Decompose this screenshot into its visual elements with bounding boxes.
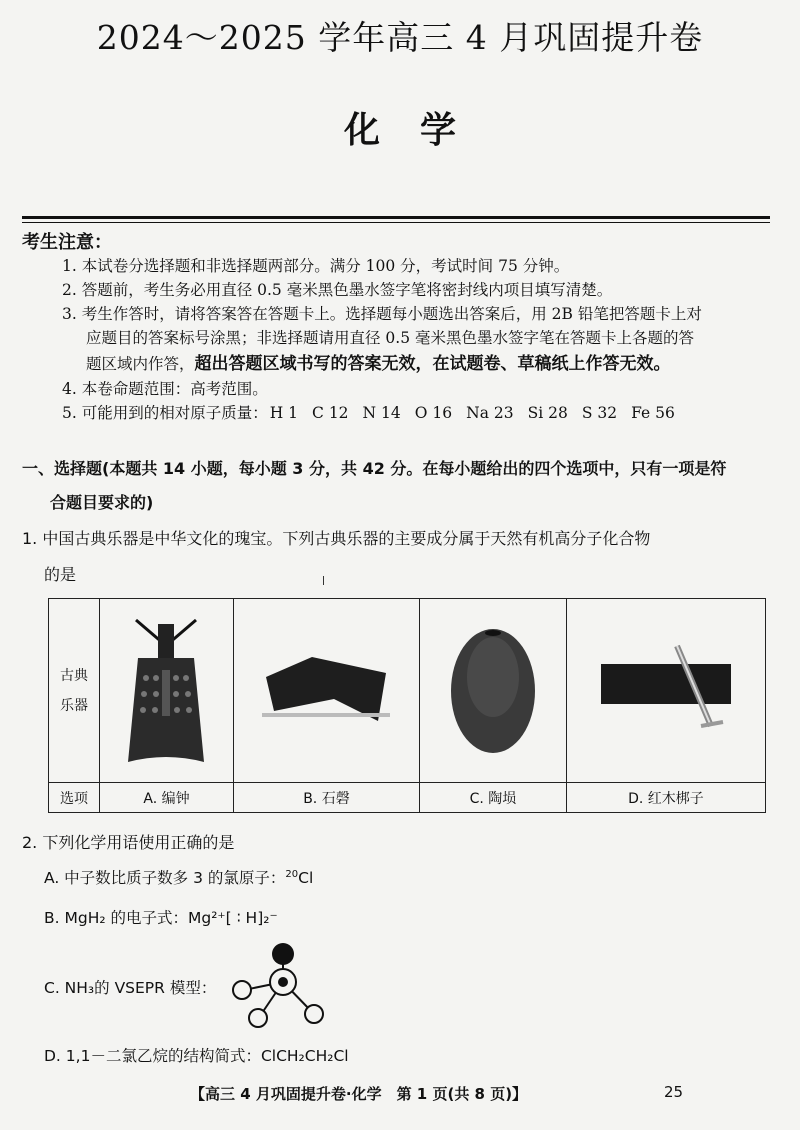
option-d: D. 红木梆子 <box>566 783 765 813</box>
stray-mark <box>323 576 324 585</box>
page-footer: 【高三 4 月巩固提升卷·化学 第 1 页(共 8 页)】 <box>190 1085 528 1103</box>
notice-emphasis: 超出答题区域书写的答案无效，在试题卷、草稿纸上作答无效。 <box>194 354 671 374</box>
atom-mass: Na 23 <box>466 404 514 422</box>
atom-mass-label: 5. 可能用到的相对原子质量： <box>62 404 268 422</box>
notice-item-3: 3. 考生作答时，请将答案答在答题卡上。选择题每小题选出答案后，用 2B 铅笔把答题卡上对 <box>62 305 702 323</box>
notice-item-3-end <box>86 349 671 374</box>
q1-stem: 1. 中国古典乐器是中华文化的瑰宝。下列古典乐器的主要成分属于天然有机高分子化合物 <box>22 529 651 548</box>
shiqing-image <box>233 599 419 783</box>
taoxun-image <box>419 599 566 783</box>
notice-item-3-end-text: 题区域内作答， <box>86 355 195 373</box>
atom-mass: N 14 <box>362 404 401 422</box>
notice-item-1: 1. 本试卷分选择题和非选择题两部分。满分 100 分，考试时间 75 分钟。 <box>62 257 570 275</box>
section-heading-cont: 合题目要求的) <box>50 493 154 512</box>
row-label-1: 古典 <box>60 667 88 684</box>
subject-title: 化学 <box>343 109 496 151</box>
q2-option-c: C. NH₃的 VSEPR 模型： <box>44 979 217 997</box>
row-label <box>49 599 100 783</box>
divider-thin <box>22 222 770 223</box>
notice-item-3-cont: 应题目的答案标号涂黑；非选择题请用直径 0.5 毫米黑色墨水签字笔在答题卡上各题的答 <box>86 329 695 347</box>
atom-mass: S 32 <box>581 404 618 422</box>
table-row-images <box>49 599 766 783</box>
q2-option-b: B. MgH₂ 的电子式：Mg²⁺[ ∶ H]₂⁻ <box>44 909 278 927</box>
mass-number: 20 <box>285 868 299 880</box>
element-symbol: Cl <box>298 869 314 887</box>
atom-mass: Si 28 <box>527 404 568 422</box>
option-label: 选项 <box>49 783 100 813</box>
instrument-table <box>48 598 766 813</box>
notice-item-2: 2. 答题前，考生务必用直径 0.5 毫米黑色墨水签字笔将密封线内项目填写清楚。 <box>62 281 613 299</box>
q2-option-a-text: A. 中子数比质子数多 3 的氯原子： <box>44 869 286 887</box>
vsepr-model-diagram <box>228 940 328 1034</box>
section-heading: 一、选择题(本题共 14 小题，每小题 3 分，共 42 分。在每小题给出的四个选项中，只有一项是符 <box>22 459 727 478</box>
notice-item-4: 4. 本卷命题范围：高考范围。 <box>62 380 268 398</box>
q1-stem-cont: 的是 <box>44 565 77 584</box>
divider-thick <box>22 216 770 219</box>
q2-option-a <box>44 866 313 888</box>
option-c: C. 陶埙 <box>419 783 566 813</box>
option-b: B. 石磬 <box>233 783 419 813</box>
q2-stem: 2. 下列化学用语使用正确的是 <box>22 833 235 852</box>
atom-mass: Fe 56 <box>631 404 675 422</box>
exam-title: 2024～2025 学年高三 4 月巩固提升卷 <box>96 18 704 57</box>
atom-mass: C 12 <box>312 404 349 422</box>
bianzhong-image <box>100 599 234 783</box>
notice-item-5 <box>62 401 689 423</box>
page-code: 25 <box>664 1083 684 1101</box>
notice-heading: 考生注意： <box>22 232 112 253</box>
atom-mass: H 1 <box>269 404 299 422</box>
atom-mass: O 16 <box>414 404 453 422</box>
table-row-options <box>49 783 766 813</box>
hongmu-bangzi-image <box>566 599 765 783</box>
option-a: A. 编钟 <box>100 783 234 813</box>
row-label-2: 乐器 <box>60 697 88 714</box>
q2-option-d: D. 1,1－二氯乙烷的结构简式：ClCH₂CH₂Cl <box>44 1047 349 1065</box>
